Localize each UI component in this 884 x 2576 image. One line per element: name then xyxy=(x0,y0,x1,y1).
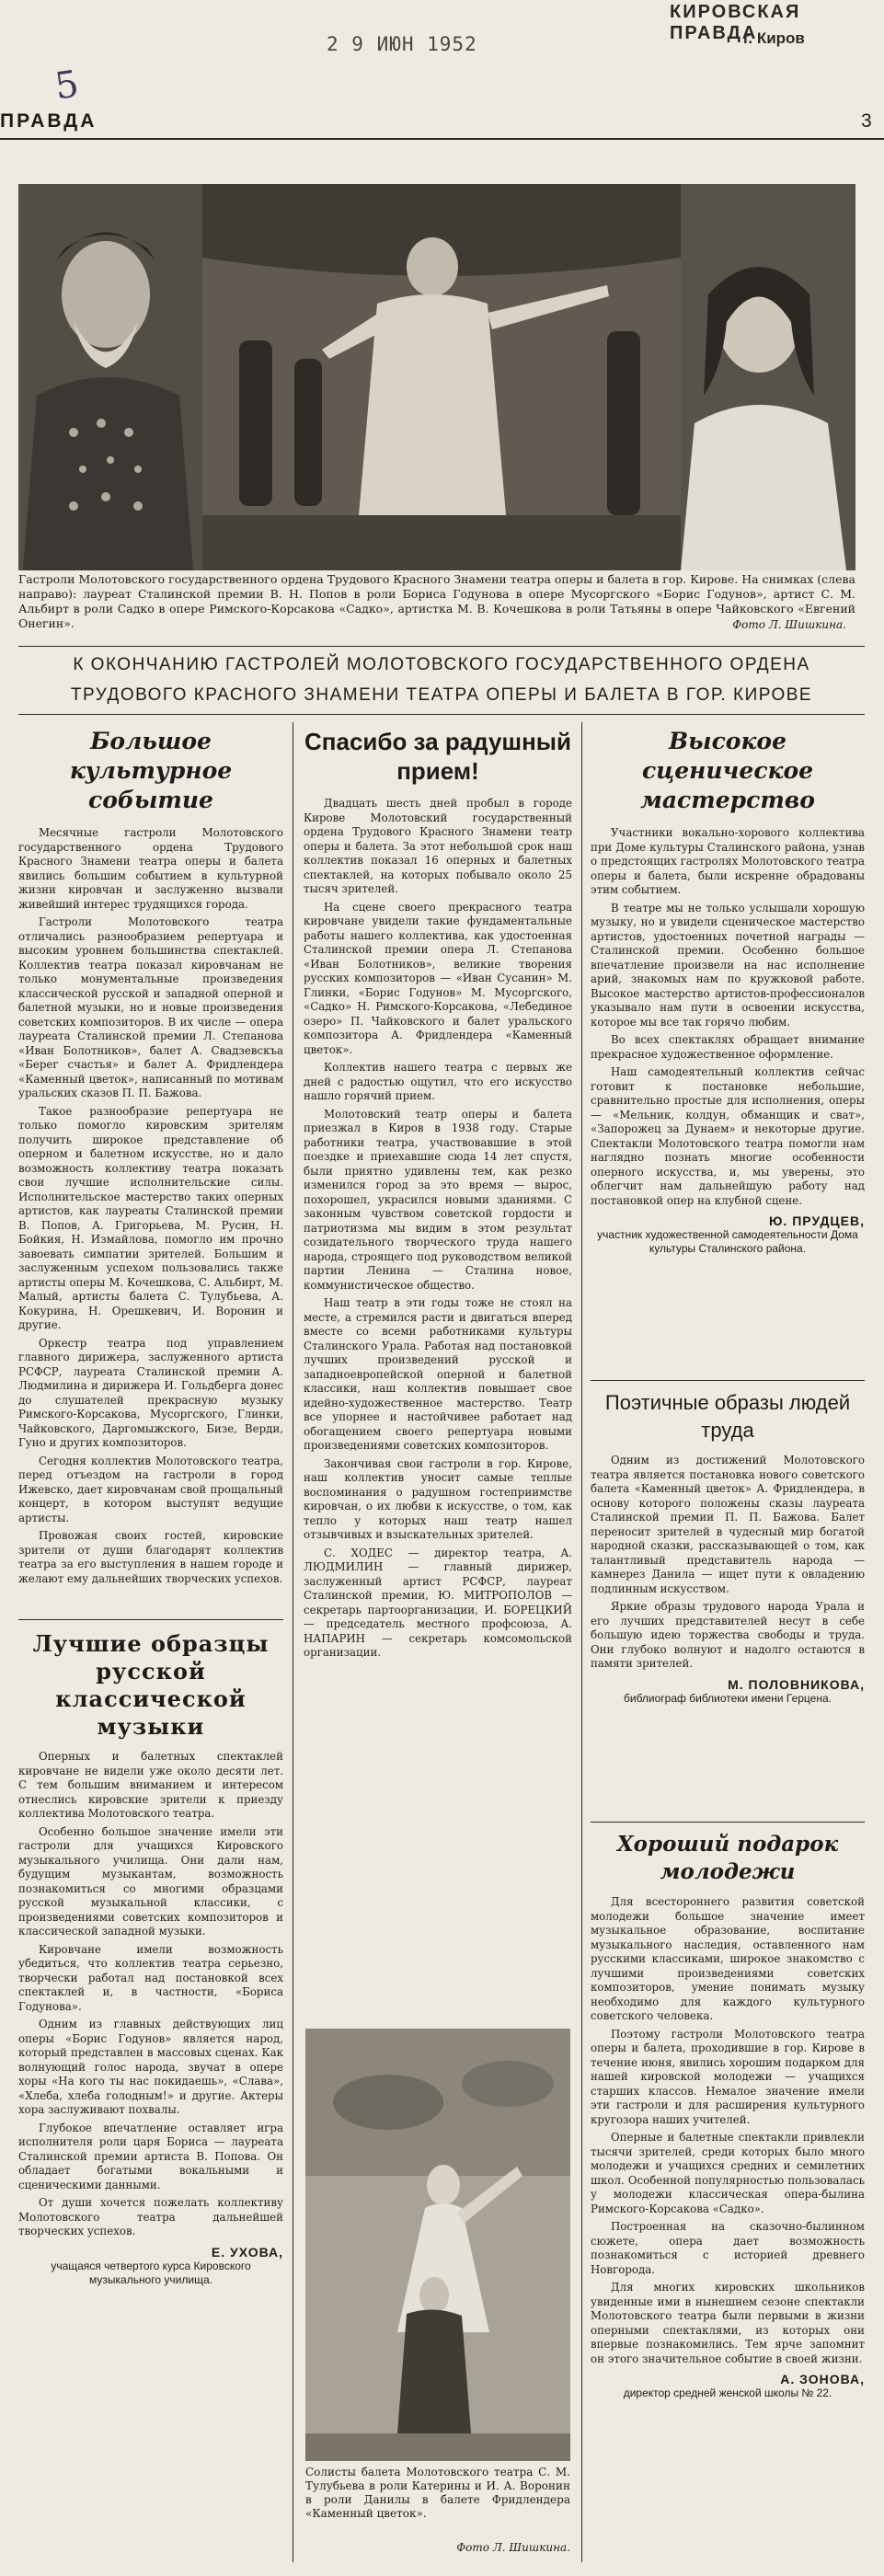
paragraph: Наш театр в эти годы тоже не стоял на месте, а стремился расти и двигаться вперед вместе со всеми работниками культуры Сталинского Урала. Работая над постановкой лучших произведений русской и западноевропейской оперной и балетной классики, наш коллектив повышает свое идейно-художественное мастерство. Театр все упорнее и настойчивее работает над обогащением своего репертуара новыми произведениями советских композиторов. xyxy=(304,1296,572,1452)
paragraph: Такое разнообразие репертуара не только помогло кировским зрителям получить широкое представление об оперном и балетном искусстве, но и дало возможность коллективу театра показать свои лучшие исполнительские силы. Исполнительское мастерство таких оперных артистов, как лауреаты Сталинской премии В. Попов, А. Григорьева, М. Русин, Н. Бойкия, Н. Измайлова, помогло им прочно завоевать симпатии зрителей. Большим и заслуженным успехом пользовались также артисты оперы М. Кочешкова, С. Альбирт, М. Малый, артисты балета С. Тулубьева, А. Кокурина, Н. Орешкевич, И. Воронин и другие. xyxy=(18,1104,283,1331)
signature-block xyxy=(591,1677,865,1706)
paragraph: Молотовский театр оперы и балета приезжал в Киров в 1938 году. Старые работники театра, участвовавшие в этой поездке и приехавшие сюда 14 лет спустя, были приятно удивлены тем, как резко изменился город за это время — вырос, похорошел, украсился новыми зданиями. С законным чувством советской гордости и патриотизма мы видим в этом результат созидательного творческого труда нашего народа, строящего под руководством великой партии Ленина — Сталина новое, коммунистическое общество. xyxy=(304,1107,572,1292)
article-body xyxy=(591,826,865,1208)
newspaper-name: КИРОВСКАЯ ПРАВДА xyxy=(670,2,801,43)
article-big-cultural-event xyxy=(18,727,283,1586)
article-body xyxy=(18,826,283,1586)
paragraph: Закончивая свои гастроли в гор. Кирове, наш коллектив уносит самые теплые воспоминания о радушном гостеприимстве кировчан, о их любви к искусстве, о том, как тепло у которых наш театр нашел отзывчивых и взыскательных зрителей. xyxy=(304,1456,572,1541)
paragraph: Участники вокально-хорового коллектива при Доме культуры Сталинского района, узнав о предстоящих гастролях Молотовского театра оперы и балета, были искренне обрадованы этим событием. xyxy=(591,826,865,896)
paragraph: Одним из достижений Молотовского театра является постановка нового советского балета «Каменный цветок» А. Фридлендера, в основу которого положены сказы лауреата Сталинской премии П. П. Бажова. Балет переносит зрителей в чудесный мир богатой народной сказки, рассказывающей о том, как талантливый представитель народа — камнерез Данила — ищет пути к овладению подлинным искусством. xyxy=(591,1454,865,1595)
paragraph: От души хочется пожелать коллективу Молотовского театра дальнейшей творческих успехов. xyxy=(18,2196,283,2237)
paragraph: На сцене своего прекрасного театра кировчане увидели такие фундаментальные работы нашего коллектива, как удостоенная Сталинской премии опера Л. Степанова «Иван Болотников», великие творения русских композиторов — «Иван Сусанин» М. Глинки, «Борис Годунов» М. Мусоргского, «Садко» Н. Римского-Корсакова, «Лебединое озеро» П. Чайковского и балет уральского композитора А. Фридлендера «Каменный цветок». xyxy=(304,900,572,1056)
article-high-mastery xyxy=(591,727,865,1256)
opera-photo-collage xyxy=(18,184,855,570)
header-rule xyxy=(0,138,884,140)
paragraph: Построенная на сказочно-былинном сюжете, опера дает возможность познакомиться с историей древнего Новгорода. xyxy=(591,2220,865,2276)
section-rule xyxy=(18,1619,283,1620)
page-number: 3 xyxy=(861,110,872,132)
paragraph: Для многих кировских школьников увиденные ими в нынешнем сезоне спектакли Молотовского театра были первыми в жизни оперными спектаклями, из которых они впервые познакомились. Тем ярче запомнит он этого значительное событие в своей жизни. xyxy=(591,2281,865,2365)
paragraph: Для всестороннего развития советской молодежи большое значение имеет музыкальное образование, воспитание музыкального наследия, оставленного нам русскими классиками, широкое знакомство с лучшими произведениями советских композиторов, умение понимать музыку необходимо для каждого культурного советского человека. xyxy=(591,1895,865,2022)
paragraph: Двадцать шесть дней пробыл в городе Кирове Молотовский государственный ордена Трудового Красного Знамени театр оперы и балета. За этот небольшой срок наш коллектив показал 16 оперных и балетных спектаклей, на которых побывало около 25 тысяч зрителей. xyxy=(304,797,572,895)
paragraph: Во всех спектаклях обращает внимание прекрасное художественное оформление. xyxy=(591,1033,865,1061)
article-thanks xyxy=(304,727,572,1661)
signatories: С. ХОДЕС — директор театра, А. ЛЮДМИЛИН — главный дирижер, заслуженный артист РСФСР, лауреат Сталинской премии, Ю. МИТРОПОЛОВ — секретарь партоорганизации, И. БОРЕЦКИЙ — председатель местного профсоюза, А. НАПАРИН — секретарь комсомольской организации. xyxy=(304,1546,572,1659)
article-good-gift xyxy=(591,1831,865,2400)
signature-block xyxy=(18,2245,283,2287)
paragraph: Оперных и балетных спектаклей кировчане не видели уже около десяти лет. С тем большим вниманием и интересом отнеслись кировские зрители к приезду коллектива Молотовского театра. xyxy=(18,1750,283,1820)
ballet-photo-caption: Солисты балета Молотовского театра С. М. Тулубьева в роли Катерины и И. А. Воронин в роли Данилы в балете Фридлендера «Каменный цветок». xyxy=(305,2466,570,2520)
paragraph: Яркие образы трудового народа Урала и его лучших представителей несут в себе большую идею торжества свободы и труда. Они глубоко волнуют и надолго остаются в памяти зрителей. xyxy=(591,1600,865,1670)
section-rule xyxy=(591,1380,865,1381)
author-name: М. ПОЛОВНИКОВА, xyxy=(728,1676,865,1692)
paragraph: Особенно большое значение имели эти гастроли для учащихся Кировского музыкального училища. Они дали нам, будущим музыкантам, возможность познакомиться со многими образцами русской музыкальной классики, с произведениями советских композиторов и классической западной музыки. xyxy=(18,1824,283,1938)
date-stamp: 2 9 ИЮН 1952 xyxy=(327,33,477,55)
column-divider-2 xyxy=(581,722,582,2562)
article-title: Большое культурное событие xyxy=(69,728,233,813)
author-role: директор средней женской школы № 22. xyxy=(623,2386,832,2399)
paragraph: Провожая своих гостей, кировские зрители от души благодарят коллектив театра за его выступления в нашем городе и желают ему дальнейших творческих успехов. xyxy=(18,1529,283,1585)
newspaper-city: г. Киров xyxy=(743,29,805,47)
ballet-photo xyxy=(305,2029,570,2461)
paragraph: В театре мы не только услышали хорошую музыку, но и увидели сценическое мастерство артистов, удостоенных почетной награды — Сталинской премии. Особенно большое впечатление произвели на нас исполнение арий, знакомых нам по кружковой работе. Высокое мастерство артистов-профессионалов указывало нам пути в освоении искусства, которое мы все так горячо любим. xyxy=(591,901,865,1029)
author-role: библиограф библиотеки имени Герцена. xyxy=(624,1691,832,1705)
article-body xyxy=(18,1750,283,2239)
article-title: Лучшие образцы русской классической музыки xyxy=(32,1630,270,1740)
ballet-photo-credit: Фото Л. Шишкина. xyxy=(456,2541,570,2554)
top-photo-caption: Гастроли Молотовского государственного ордена Трудового Красного Знамени театра оперы и балета в гор. Кирове. На снимках (слева направо): лауреат Сталинской премии В. Н. Попов в роли Бориса Годунова в опере Мусоргского «Борис Годунов», артист С. М. Альбирт в роли Садко в опере Римского-Корсакова «Садко», артистка М. В. Кочешкова в роли Татьяны в опере Чайковского «Евгений Онегин». xyxy=(18,572,855,630)
paragraph: Наш самодеятельный коллектив сейчас готовит к постановке небольшие, сравнительно простые для исполнения, оперы — «Мельник, колдун, обманщик и сват», «Запорожец за Дунаем» и некоторые другие. Спектакли Молотовского театра помогли нам наглядно познать многие особенности оперного искусства, и, мы уверены, это облегчит нам дальнейшую работу над постановкой опер на клубной сцене. xyxy=(591,1065,865,1207)
paragraph: Гастроли Молотовского театра отличались разнообразием репертуара и высоким уровнем большинства спектаклей. Коллектив театра показал кировчанам не только монументальные произведения классической русской и западной оперной и балетной музыки, но и новые произведения советских композиторов. В их числе — опера лауреата Сталинской премии Л. Степанова «Иван Болотников», балет А. Свадзевскъа «Берег счастья» и балет А. Фридлендера «Каменный цветок», написанный по мотивам уральских сказов П. П. Бажова. xyxy=(18,915,283,1099)
article-title: Хороший подарок молодежи xyxy=(616,1832,839,1884)
article-title: Высокое сценическое мастерство xyxy=(640,728,815,813)
paragraph: Оркестр театра под управлением главного дирижера, заслуженного артиста РСФСР, лауреата Сталинской премии А. Людмилина и дирижера И. Гольдберга донес до слушателей прекрасную музыку Римского-Корсакова, Мусоргского, Глинки, Чайковского, Даргомыжского, Бизе, Верди, Гуно и других композиторов. xyxy=(18,1336,283,1449)
author-role: участник художественной самодеятельности Дома культуры Сталинского района. xyxy=(597,1228,858,1255)
author-name: Е. УХОВА, xyxy=(211,2244,283,2260)
author-name: Ю. ПРУДЦЕВ, xyxy=(769,1213,865,1228)
paragraph: Кировчане имели возможность убедиться, что коллектив театра серьезно, творчески работал над постановкой всех спектаклей и, в частности, «Бориса Годунова». xyxy=(18,1942,283,2013)
article-best-examples xyxy=(18,1630,283,2287)
top-photo-credit: Фото Л. Шишкина. xyxy=(732,618,846,631)
article-title: Поэтичные образы людей труда xyxy=(604,1391,851,1442)
paragraph: Коллектив нашего театра с первых же дней с радостью ощутил, что его искусство нашло горячий прием. xyxy=(304,1061,572,1102)
signature-block xyxy=(591,1213,865,1256)
paragraph: Месячные гастроли Молотовского государственного ордена Трудового Красного Знамени театра оперы и балета явились большим событием в культурной жизни кировчан и заслуженно вызвали живейший интерес трудящихся города. xyxy=(18,826,283,911)
article-body xyxy=(591,1895,865,2366)
author-name: А. ЗОНОВА, xyxy=(780,2372,865,2386)
article-body xyxy=(591,1454,865,1672)
paragraph: Оперные и балетные спектакли привлекли тысячи зрителей, среди которых было много молодежи и учащихся средних и семилетних школ. Особенной популярностью пользовалась у молодежи классическая опера-былина Римского-Корсакова «Садко». xyxy=(591,2131,865,2215)
paragraph: Сегодня коллектив Молотовского театра, перед отъездом на гастроли в город Ижевско, дает кировчанам свой прощальный концерт, в котором выступят ведущие артисты. xyxy=(18,1454,283,1524)
masthead: ПРАВДА xyxy=(0,110,98,132)
article-poetic-images xyxy=(591,1389,865,1706)
paragraph: Одним из главных действующих лиц оперы «Борис Годунов» является народ, который представлен в массовых сценах. Как волнующий голос народа, звучат в опере хоры «На кого ты нас покидаешь», «Слава», «Хлеба, хлеба голодным!» и другие. Актеры хора заслуживают похвалы. xyxy=(18,2018,283,2116)
article-title: Спасибо за радушный прием! xyxy=(304,728,571,785)
banner-line-1: К ОКОНЧАНИЮ ГАСТРОЛЕЙ МОЛОТОВСКОГО ГОСУДАРСТВЕННОГО ОРДЕНА xyxy=(73,655,810,674)
banner-rule-bottom xyxy=(18,714,865,715)
signature-block xyxy=(591,2372,865,2400)
paragraph: Глубокое впечатление оставляет игра исполнителя роли царя Бориса — лауреата Сталинской премии артиста В. Попова. Он обладает богатыми вокальными и сценическими данными. xyxy=(18,2121,283,2191)
author-role: учащаяся четвертого курса Кировского музыкального училища. xyxy=(51,2259,251,2286)
handwritten-mark: 5 xyxy=(52,63,82,109)
banner-line-2: ТРУДОВОГО КРАСНОГО ЗНАМЕНИ ТЕАТРА ОПЕРЫ И БАЛЕТА В ГОР. КИРОВЕ xyxy=(70,685,813,705)
paragraph: Поэтому гастроли Молотовского театра оперы и балета, проходившие в гор. Кирове в течение июня, явились хорошим подарком для нашей кировской молодежи — учащихся старших классов. Немалое значение имели эти гастроли и для расширения культурного кругозора наших учителей. xyxy=(591,2027,865,2126)
article-body xyxy=(304,797,572,1661)
section-rule xyxy=(591,1822,865,1823)
banner-rule-top xyxy=(18,646,865,647)
